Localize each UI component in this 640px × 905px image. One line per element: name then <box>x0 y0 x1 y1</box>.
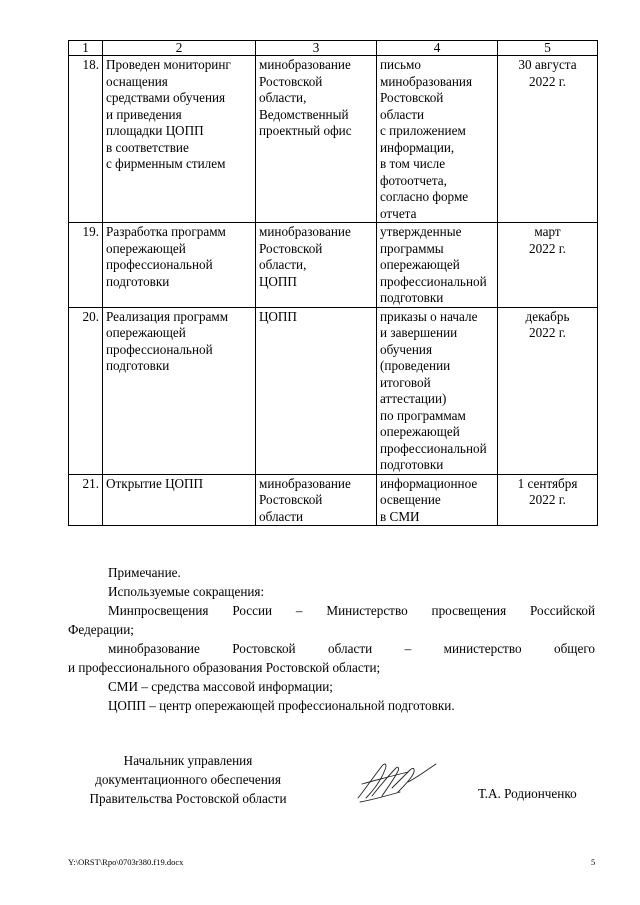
abbr-minpros-line2: Федерации; <box>68 622 134 637</box>
event-cell <box>103 474 256 526</box>
event-cell <box>103 307 256 474</box>
header-col-2: 2 <box>103 41 256 56</box>
cell-line: подготовки <box>380 290 444 305</box>
footer-page-number: 5 <box>591 857 596 867</box>
row-number: 19. <box>69 223 103 308</box>
responsible-cell <box>256 223 377 308</box>
cell-line: приказы о начале <box>380 308 478 324</box>
cell-line: с приложением <box>380 123 466 138</box>
deadline-cell <box>498 56 598 223</box>
cell-line: программы <box>380 240 444 256</box>
position-line: Начальник управления <box>123 753 253 768</box>
notes-abbr-title: Используемые сокращения: <box>108 584 265 599</box>
cell-line: 2022 г. <box>529 73 566 89</box>
cell-line: профессиональной <box>380 440 487 456</box>
cell-line: ЦОПП <box>259 273 297 289</box>
responsible-cell <box>256 474 377 526</box>
cell-line: опережающей <box>106 240 186 256</box>
abbr-minpros-line1: Минпросвещения России – Министерство просвещения Российской <box>108 603 595 618</box>
table-row <box>69 307 598 474</box>
event-cell <box>103 223 256 308</box>
cell-line: области <box>259 508 304 524</box>
header-col-5: 5 <box>498 41 598 56</box>
cell-line: март <box>534 224 561 239</box>
cell-line: минобразование <box>259 224 351 239</box>
responsible-cell <box>256 56 377 223</box>
signatory-name: Т.А. Родионченко <box>478 786 577 801</box>
cell-line: профессиональной <box>106 341 213 357</box>
cell-line: согласно форме <box>380 189 469 204</box>
cell-line: Ростовской <box>259 492 323 507</box>
cell-line: опережающей <box>380 424 460 439</box>
cell-line: профессиональной <box>380 273 487 289</box>
cell-line: фотоотчета, <box>380 172 447 188</box>
abbr-minobr-line1: минобразование Ростовской области – министерство общего <box>108 641 595 656</box>
cell-line: отчета <box>380 205 417 221</box>
cell-line: и приведения <box>106 106 182 122</box>
cell-line: 2022 г. <box>529 492 566 507</box>
cell-line: 2022 г. <box>529 240 566 256</box>
table-row <box>69 474 598 526</box>
position-line: Правительства Ростовской области <box>89 791 287 806</box>
cell-line: итоговой <box>380 374 431 390</box>
cell-line: в том числе <box>380 156 446 171</box>
cell-line: в соответствие <box>106 139 189 155</box>
abbr-minobr-line2: и профессионального образования Ростовской области; <box>68 660 381 675</box>
cell-line: Ростовской <box>380 90 444 105</box>
cell-line: области <box>380 106 425 122</box>
cell-line: подготовки <box>106 358 170 373</box>
cell-line: Открытие ЦОПП <box>106 475 204 491</box>
event-cell <box>103 56 256 223</box>
cell-line: опережающей <box>106 325 186 340</box>
table-header-row <box>69 41 598 56</box>
cell-line: области, <box>259 90 307 105</box>
cell-line: (проведении <box>380 358 451 373</box>
cell-line: Разработка программ <box>106 224 226 239</box>
cell-line: освещение <box>380 492 441 507</box>
result-cell <box>377 223 498 308</box>
abbr-copp: ЦОПП – центр опережающей профессиональной подготовки. <box>108 698 455 713</box>
cell-line: оснащения <box>106 73 168 89</box>
cell-line: Проведен мониторинг <box>106 57 231 72</box>
cell-line: информационное <box>380 475 478 491</box>
header-col-1: 1 <box>69 41 103 56</box>
cell-line: 30 августа <box>518 57 577 72</box>
cell-line: Ростовской <box>259 240 323 256</box>
row-number: 18. <box>69 56 103 223</box>
handwritten-signature <box>352 758 442 808</box>
cell-line: письмо <box>380 57 421 72</box>
cell-line: Ростовской <box>259 73 323 89</box>
cell-line: утвержденные <box>380 224 462 239</box>
row-number: 21. <box>69 474 103 526</box>
notes-title: Примечание. <box>108 565 181 580</box>
header-col-4: 4 <box>377 41 498 56</box>
deadline-cell <box>498 307 598 474</box>
cell-line: Реализация программ <box>106 308 229 324</box>
cell-line: средствами обучения <box>106 90 226 105</box>
cell-line: опережающей <box>380 257 460 272</box>
result-cell <box>377 474 498 526</box>
cell-line: Ведомственный <box>259 106 349 122</box>
cell-line: обучения <box>380 341 433 357</box>
cell-line: минобразование <box>259 475 351 491</box>
row-number: 20. <box>69 307 103 474</box>
cell-line: площадки ЦОПП <box>106 123 204 138</box>
responsible-cell <box>256 307 377 474</box>
cell-line: проектный офис <box>259 123 352 138</box>
abbr-smi: СМИ – средства массовой информации; <box>108 679 333 694</box>
cell-line: 2022 г. <box>529 325 566 340</box>
footer-file-path: Y:\ORST\Rpo\0703r380.f19.docx <box>68 857 184 867</box>
cell-line: информации, <box>380 139 455 155</box>
cell-line: подготовки <box>380 457 444 472</box>
deadline-cell <box>498 223 598 308</box>
result-cell <box>377 56 498 223</box>
cell-line: минобразование <box>259 57 351 72</box>
cell-line: аттестации) <box>380 391 447 406</box>
notes-section <box>68 563 595 715</box>
deadline-cell <box>498 474 598 526</box>
table-row <box>69 223 598 308</box>
table-row <box>69 56 598 223</box>
position-line: документационного обеспечения <box>95 772 281 787</box>
measures-table <box>68 40 598 526</box>
result-cell <box>377 307 498 474</box>
header-col-3: 3 <box>256 41 377 56</box>
cell-line: минобразования <box>380 73 473 89</box>
cell-line: 1 сентября <box>517 475 578 491</box>
cell-line: ЦОПП <box>259 308 297 324</box>
cell-line: подготовки <box>106 273 170 289</box>
cell-line: по программам <box>380 407 466 423</box>
cell-line: декабрь <box>525 308 570 324</box>
cell-line: и завершении <box>380 325 458 340</box>
cell-line: с фирменным стилем <box>106 156 226 171</box>
cell-line: в СМИ <box>380 508 420 524</box>
cell-line: области, <box>259 257 307 272</box>
cell-line: профессиональной <box>106 257 213 272</box>
signatory-position <box>68 751 308 808</box>
